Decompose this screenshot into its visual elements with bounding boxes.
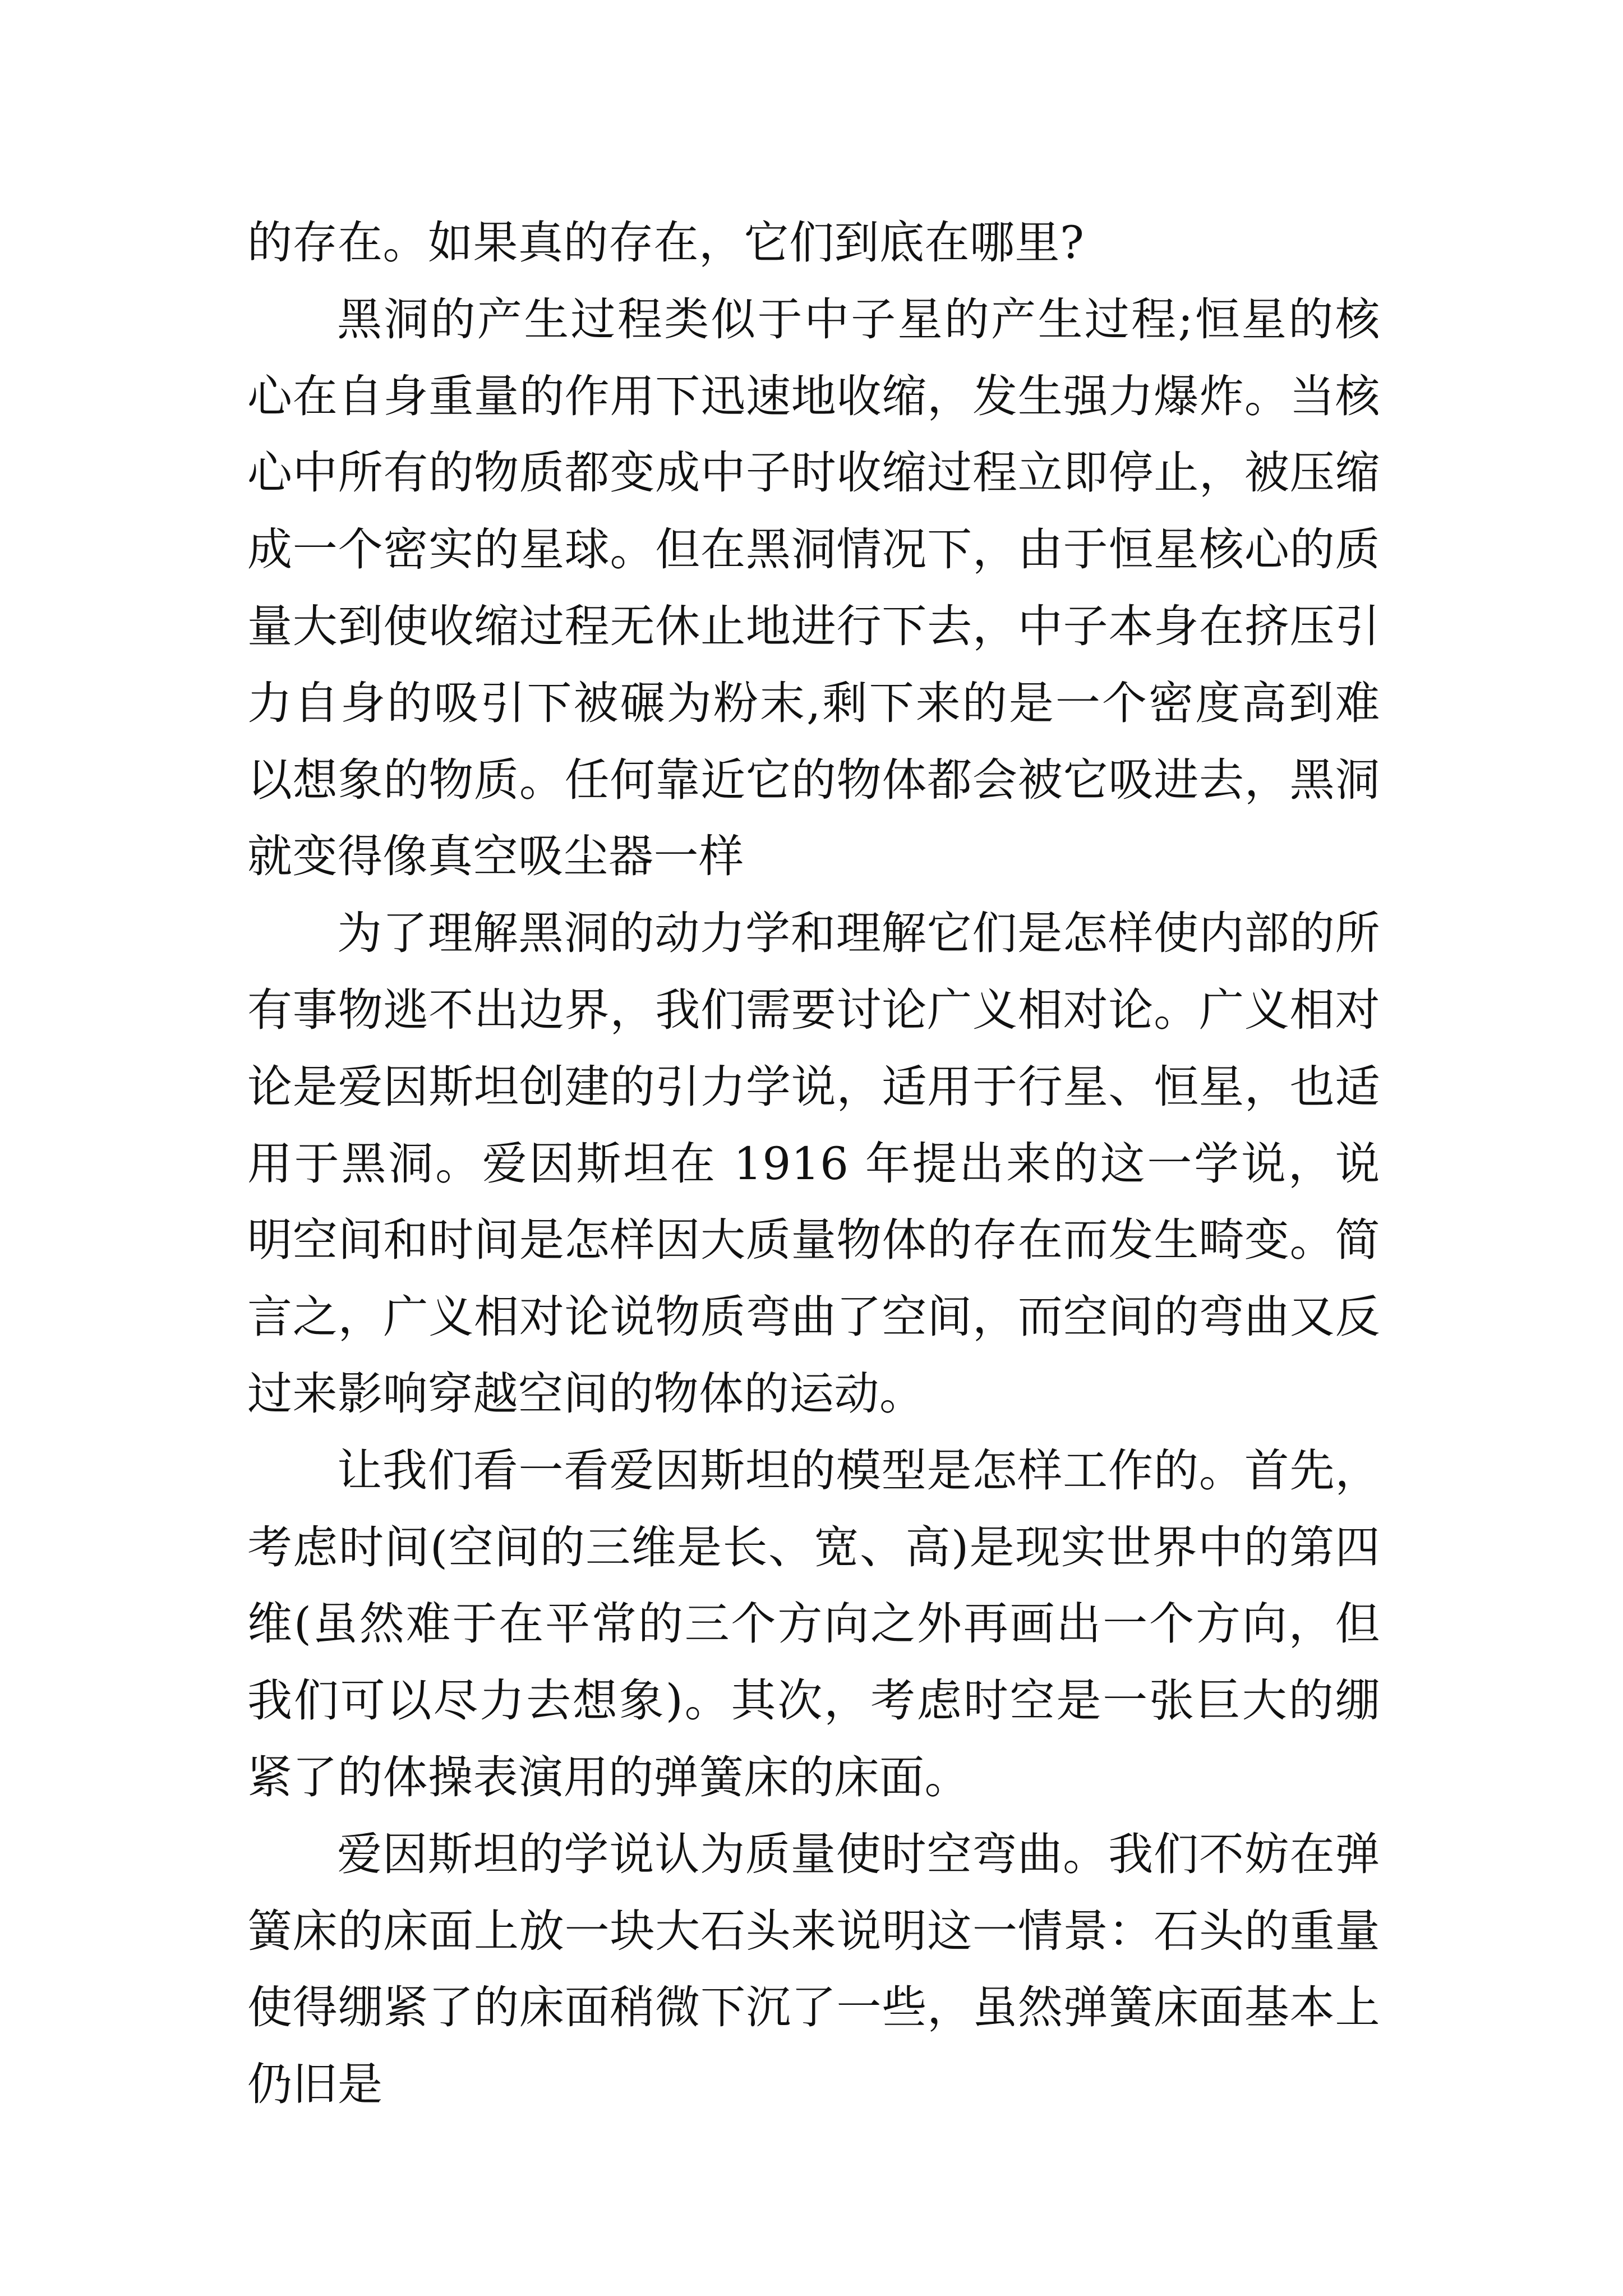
paragraph: 黑洞的产生过程类似于中子星的产生过程;恒星的核心在自身重量的作用下迅速地收缩，发生强力爆炸。当核心中所有的物质都变成中子时收缩过程立即停止，被压缩成一个密实的星球。但在黑洞情况下，由于恒星核心的质量大到使收缩过程无休止地进行下去，中子本身在挤压引力自身的吸引下被碾为粉末,剩下来的是一个密度高到难以想象的物质。任何靠近它的物体都会被它吸进去，黑洞就变得像真空吸尘器一样 (247, 293, 1380, 883)
body-text (247, 205, 1380, 2123)
paragraph: 爱因斯坦的学说认为质量使时空弯曲。我们不妨在弹簧床的床面上放一块大石头来说明这一情景：石头的重量使得绷紧了的床面稍微下沉了一些，虽然弹簧床面基本上仍旧是 (247, 1828, 1380, 2111)
paragraph: 的存在。如果真的存在，它们到底在哪里? (247, 217, 1085, 269)
paragraph: 为了理解黑洞的动力学和理解它们是怎样使内部的所有事物逃不出边界，我们需要讨论广义相对论。广义相对论是爱因斯坦创建的引力学说，适用于行星、恒星，也适用于黑洞。爱因斯坦在 1916 年提出来的这一学说，说明空间和时间是怎样因大质量物体的存在而发生畸变。简言之，广义相对论说物质弯曲了空间，而空间的弯曲又反过来影响穿越空间的物体的运动。 (247, 907, 1380, 1420)
paragraph: 让我们看一看爱因斯坦的模型是怎样工作的。首先，考虑时间(空间的三维是长、宽、高)是现实世界中的第四维(虽然难于在平常的三个方向之外再画出一个方向，但我们可以尽力去想象)。其次，考虑时空是一张巨大的绷紧了的体操表演用的弹簧床的床面。 (247, 1444, 1380, 1803)
